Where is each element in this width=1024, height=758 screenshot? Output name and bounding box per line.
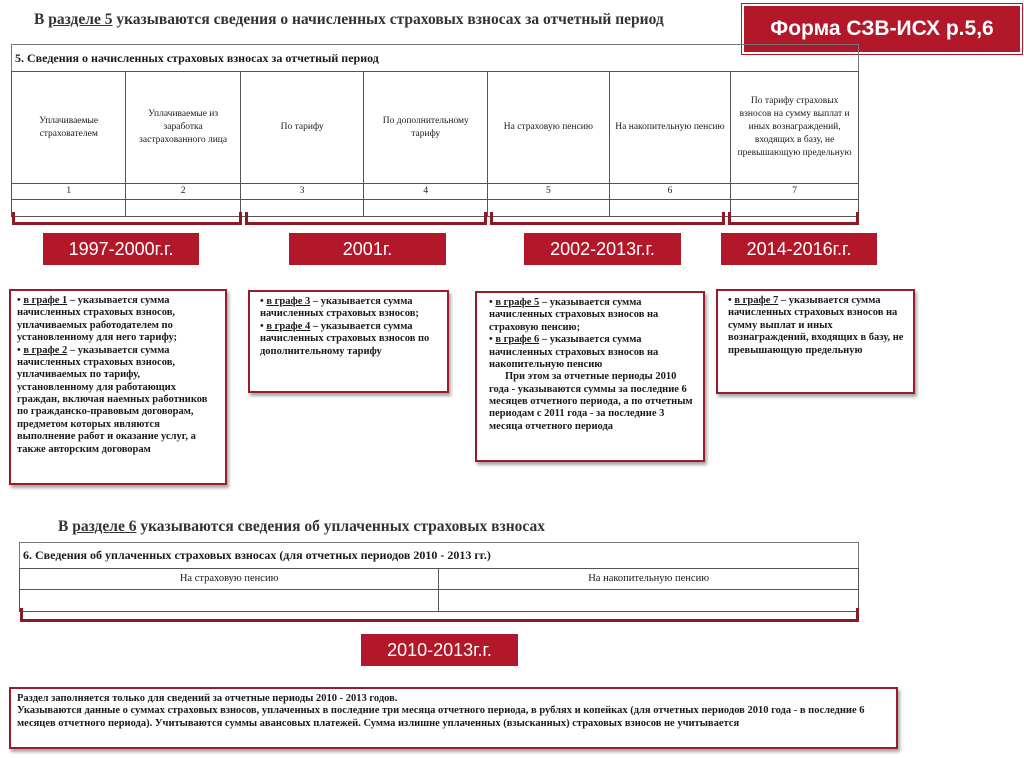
- section6-link[interactable]: разделе 6: [72, 518, 137, 535]
- period-2010-2013: 2010-2013г.г.: [361, 634, 518, 666]
- table5-value-2[interactable]: [126, 200, 240, 217]
- table5-value-3[interactable]: [240, 200, 364, 217]
- section6-heading-suffix: указываются сведения об уплаченных страховых взносах: [136, 518, 545, 535]
- section5-link[interactable]: разделе 5: [48, 11, 113, 28]
- bracket-tick: [728, 212, 731, 225]
- note2-item-1: • в графе 3 – указывается сумма начисленных страховых взносов;: [260, 296, 419, 320]
- bracket-2010-2013: [20, 619, 859, 622]
- bracket-tick: [484, 212, 487, 225]
- table5: [11, 71, 859, 217]
- section6-heading-prefix: В: [58, 518, 73, 535]
- section5-heading-prefix: В: [34, 11, 49, 28]
- table5-num-4: 4: [364, 184, 488, 200]
- bracket-tick: [856, 212, 859, 225]
- table6-header-1: На страховую пенсию: [20, 569, 439, 590]
- note3-link-col5: в графе 5: [495, 297, 540, 308]
- note1-item-2: • в графе 2 – указывается сумма начисленных страховых взносов, уплачиваемых по тарифу, установленному для работающих граждан, включая наемных работников по гражданско-правовым договорам, предметом которых являются выполнение работ и оказание услуг, а также авторским договорам: [17, 344, 208, 455]
- period-2002-2013: 2002-2013г.г.: [524, 233, 681, 265]
- table5-num-6: 6: [609, 184, 731, 200]
- note1-link-col1: в графе 1: [23, 295, 68, 306]
- section6-heading: [58, 518, 545, 536]
- note2-link-col4: в графе 4: [266, 320, 311, 332]
- note4-link-col7: в графе 7: [734, 295, 779, 306]
- table6-value-2[interactable]: [439, 590, 859, 612]
- table5-value-5[interactable]: [488, 200, 610, 217]
- period-2014-2016: 2014-2016г.г.: [721, 233, 877, 265]
- table5-num-1: 1: [12, 184, 126, 200]
- table5-value-4[interactable]: [364, 200, 488, 217]
- note2-link-col3: в графе 3: [266, 296, 311, 307]
- table5-num-5: 5: [488, 184, 610, 200]
- table5-value-1[interactable]: [12, 200, 126, 217]
- form-badge: Форма СЗВ-ИСХ р.5,6: [742, 4, 1022, 54]
- note-columns-1-2: [9, 289, 227, 485]
- bracket-tick: [245, 212, 248, 225]
- note-section6: [9, 687, 898, 749]
- note5-line-2: Указываются данные о суммах страховых взносов, уплаченных в последние три месяца отчетного периода, в рублях и копейках (для отчетных периодов 2010 года - в последние 6 месяцев отчетного периода). Учитываются суммы авансовых платежей. Сумма излишне уплаченных (взысканных) страховых взносов не учитывается: [17, 705, 865, 729]
- table6: [19, 568, 859, 612]
- bracket-1997-2000: [12, 222, 242, 225]
- table5-title: 5. Сведения о начисленных страховых взносах за отчетный период: [11, 44, 859, 71]
- bracket-tick: [20, 608, 23, 622]
- bracket-tick: [856, 608, 859, 622]
- note3-item-2: • в графе 6 – указывается сумма начисленных страховых взносов на накопительную пенсию: [489, 334, 659, 370]
- table6-value-1[interactable]: [20, 590, 439, 612]
- table5-header-3: По тарифу: [240, 72, 364, 184]
- table5-header-1: Уплачиваемые страхователем: [12, 72, 126, 184]
- bracket-2002-2013: [490, 222, 725, 225]
- note3-link-col6: в графе 6: [495, 334, 540, 346]
- section5-heading-suffix: указываются сведения о начисленных страховых взносах за отчетный период: [112, 11, 664, 28]
- table5-header-7: По тарифу страховых взносов на сумму выплат и иных вознаграждений, входящих в базу, не превышающую предельную: [731, 72, 859, 184]
- bracket-tick: [239, 212, 242, 225]
- note1-link-col2: в графе 2: [23, 344, 68, 356]
- bracket-tick: [490, 212, 493, 225]
- table5-num-2: 2: [126, 184, 240, 200]
- table5-value-6[interactable]: [609, 200, 731, 217]
- note3-item-1: • в графе 5 – указывается сумма начисленных страховых взносов на страховую пенсию;: [489, 297, 659, 333]
- table5-header-6: На накопительную пенсию: [609, 72, 731, 184]
- note-column-7: [716, 289, 915, 394]
- period-2001: 2001г.: [289, 233, 446, 265]
- note1-item-1: • в графе 1 – указывается сумма начисленных страховых взносов, уплачиваемых работодателем по установленному для него тарифу;: [17, 295, 178, 344]
- section5-heading: [34, 11, 664, 29]
- period-1997-2000: 1997-2000г.г.: [43, 233, 199, 265]
- note-columns-5-6: [475, 291, 705, 462]
- note2-item-2: • в графе 4 – указывается сумма начисленных страховых взносов по дополнительному тарифу: [260, 320, 430, 357]
- bracket-2001: [245, 222, 487, 225]
- table6-title: 6. Сведения об уплаченных страховых взносах (для отчетных периодов 2010 - 2013 гг.): [19, 542, 859, 568]
- note3-period-info: При этом за отчетные периоды 2010 года - указываются суммы за последние 6 месяцев отчетного периода, а по отчетным периодам с 2011 года - за последние 3 месяца отчетного периода: [489, 371, 693, 432]
- bracket-tick: [12, 212, 15, 225]
- bracket-2014-2016: [728, 222, 859, 225]
- table5-num-3: 3: [240, 184, 364, 200]
- table5-header-4: По дополнительному тарифу: [364, 72, 488, 184]
- table5-header-5: На страховую пенсию: [488, 72, 610, 184]
- table5-num-7: 7: [731, 184, 859, 200]
- table5-header-2: Уплачиваемые из заработка застрахованного лица: [126, 72, 240, 184]
- note-columns-3-4: [248, 290, 449, 393]
- note5-line-1: Раздел заполняется только для сведений за отчетные периоды 2010 - 2013 годов.: [17, 693, 398, 704]
- table6-header-2: На накопительную пенсию: [439, 569, 859, 590]
- note4-item-1: • в графе 7 – указывается сумма начисленных страховых взносов на сумму выплат и иных вознаграждений, входящих в базу, не превышающую предельную: [728, 295, 904, 356]
- bracket-tick: [722, 212, 725, 225]
- table5-value-7[interactable]: [731, 200, 859, 217]
